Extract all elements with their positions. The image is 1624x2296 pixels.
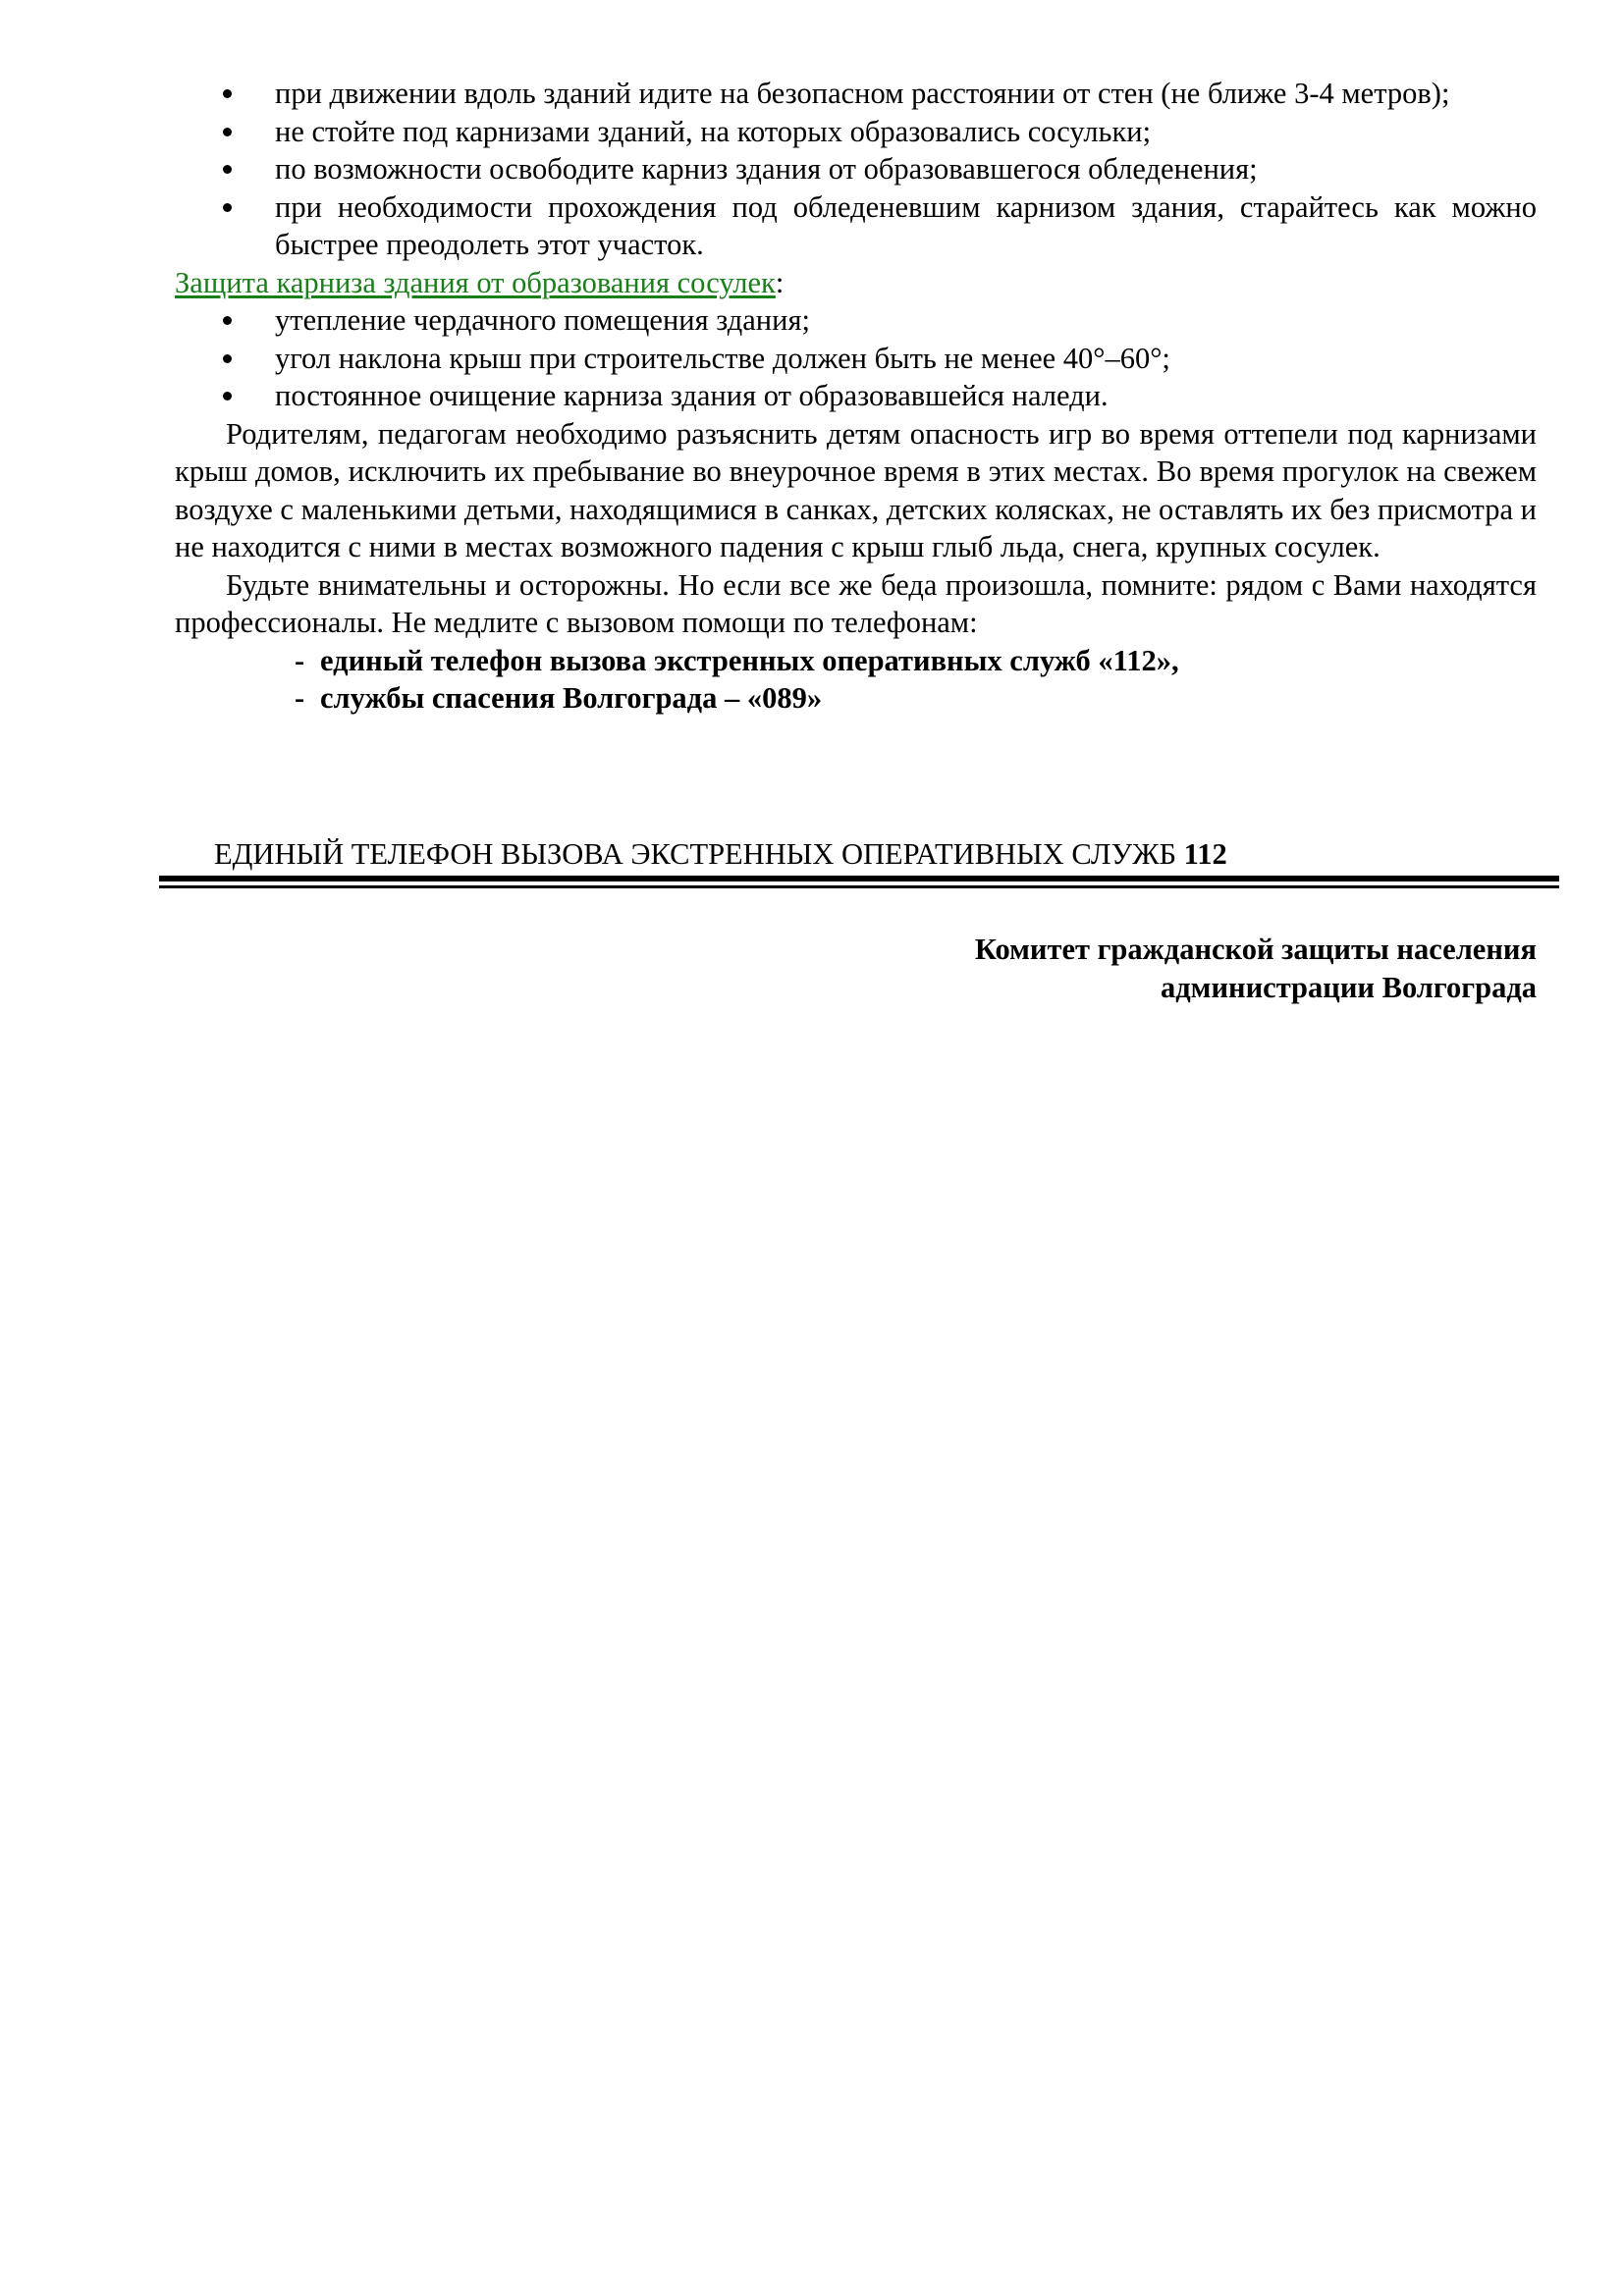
list-item-text: при движении вдоль зданий идите на безопасном расстоянии от стен (не ближе 3-4 метров); [275,77,1450,110]
dash-marker: - [295,681,305,715]
signature-line: администрации Волгограда [1160,971,1537,1004]
phone-item-text: службы спасения Волгограда – «089» [320,681,823,715]
list-item [175,340,1537,378]
document-body [175,75,1537,718]
emergency-banner [214,835,1227,873]
parents-paragraph: Родителям, педагогам необходимо разъяснить детям опасность игр во время оттепели под карнизами крыш домов, исключить их пребывание во внеурочное время в этих местах. Во время прогулок на свежем воздухе с маленькими детьми, находящимися в санках, детских колясках, не оставлять их без присмотра и не находится с ними в местах возможного падения с крыш глыб льда, снега, крупных сосулек. [175,416,1537,563]
protection-heading-colon: : [775,265,785,299]
phone-item [175,642,1537,680]
attention-paragraph: Будьте внимательны и осторожны. Но если все же беда произошла, помните: рядом с Вами находятся профессионалы. Не медлите с вызовом помощи по телефонам: [175,567,1537,639]
divider-thick [159,876,1559,881]
list-item-text: по возможности освободите карниз здания от образовавшегося обледенения; [275,152,1258,186]
list-item-text: при необходимости прохождения под обледеневшим карнизом здания, старайтесь как можно быстрее преодолеть этот участок. [275,189,1537,261]
bullet-icon [223,128,232,136]
phone-item [175,679,1537,718]
list-item [175,188,1537,264]
list-item-text: не стойте под карнизами зданий, на которых образовались сосульки; [275,114,1152,148]
list-item [175,75,1537,113]
protection-bullet-list [175,301,1537,415]
list-item-text: утепление чердачного помещения здания; [275,303,810,337]
bullet-icon [223,89,232,98]
bullet-icon [223,165,232,174]
list-item-text: угол наклона крыш при строительстве должен быть не менее 40°–60°; [275,341,1170,375]
banner-text: ЕДИНЫЙ ТЕЛЕФОН ВЫЗОВА ЭКСТРЕННЫХ ОПЕРАТИВНЫХ СЛУЖБ [214,837,1177,871]
protection-heading-text: Защита карниза здания от образования сосулек [175,265,776,299]
banner-number: 112 [1183,837,1227,871]
list-item [175,150,1537,188]
divider-thin [159,885,1559,888]
bullet-icon [223,316,232,325]
signature-line: Комитет гражданской защиты населения [974,933,1537,966]
phone-list [175,642,1537,718]
dash-marker: - [295,643,305,677]
phone-item-text: единый телефон вызова экстренных оперативных служб «112», [320,643,1179,677]
bullet-icon [223,354,232,363]
list-item [175,301,1537,340]
protection-heading [175,264,1537,302]
bullet-icon [223,392,232,400]
signature-block [975,931,1537,1007]
safety-bullet-list [175,75,1537,264]
list-item-text: постоянное очищение карниза здания от образовавшейся наледи. [275,379,1109,412]
list-item [175,377,1537,415]
bullet-icon [223,203,232,212]
list-item [175,113,1537,151]
